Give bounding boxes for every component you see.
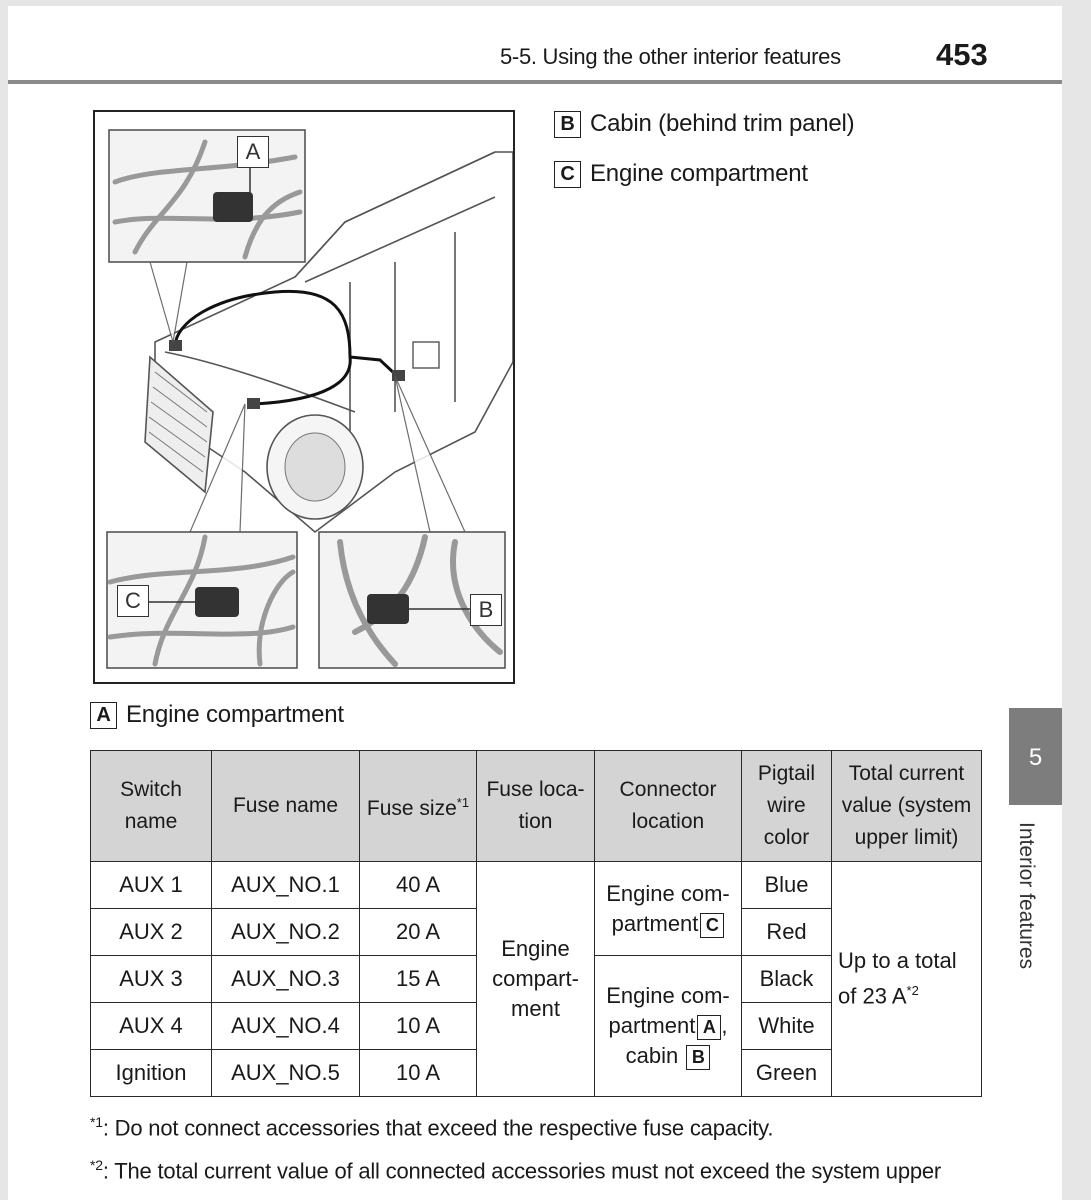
footnote-ref-2: *2	[906, 983, 919, 999]
cell-fuse-size: 10 A	[360, 1050, 477, 1097]
cell-fuse-size: 20 A	[360, 909, 477, 956]
chapter-tab-label: Interior features	[1015, 822, 1038, 970]
cell-fuse-name: AUX_NO.5	[212, 1050, 360, 1097]
connector-b-box: B	[686, 1045, 710, 1070]
footnote-2-mark: *2	[90, 1157, 103, 1173]
cell-switch: Ignition	[91, 1050, 212, 1097]
footnote-2-text: : The total current value of all connected accessories must not exceed the system upper	[102, 1158, 942, 1184]
cell-fuse-name: AUX_NO.1	[212, 862, 360, 909]
cell-fuse-name: AUX_NO.2	[212, 909, 360, 956]
legend-c	[554, 160, 808, 188]
connector-a-box: A	[697, 1015, 721, 1040]
vehicle-illustration	[93, 110, 515, 684]
footnote-1-mark: *1	[90, 1114, 103, 1130]
front-wheel-hub	[285, 433, 345, 501]
legend-b	[554, 110, 854, 138]
header-total-current: Total current value (system upper limit)	[832, 751, 982, 862]
cell-connector-engine-a-cabin-b: Engine com- partment A , cabin B	[595, 956, 742, 1097]
cell-total-current-merged: Up to a total of 23 $A^{*2}$	[832, 862, 982, 1097]
section-title: 5-5. Using the other interior features	[500, 44, 841, 69]
cell-switch: AUX 1	[91, 862, 212, 909]
connector-c-marker	[247, 398, 260, 409]
legend-c-box: C	[554, 161, 581, 188]
chapter-tab[interactable]: 5	[1009, 708, 1062, 805]
cell-wire-color: Red	[742, 909, 832, 956]
footnote-ref-1: *1	[456, 795, 470, 810]
table-header-row	[91, 751, 982, 862]
cell-fuse-size: 40 A	[360, 862, 477, 909]
connector-c-box: C	[700, 913, 724, 938]
cell-wire-color: Blue	[742, 862, 832, 909]
legend-c-text: Engine compartment	[590, 160, 808, 187]
header-pigtail-color: Pigtail wire color	[742, 751, 832, 862]
legend-a-box: A	[90, 702, 117, 729]
cell-fuse-size: 10 A	[360, 1003, 477, 1050]
inset-a	[109, 130, 305, 262]
header-fuse-name: Fuse name	[212, 751, 360, 862]
vehicle-drawing	[95, 112, 513, 682]
header-fuse-location: Fuse loca- tion	[477, 751, 595, 862]
legend-a-text: Engine compartment	[126, 701, 344, 728]
connector-a-marker	[169, 340, 182, 351]
header-connector-location: Connector location	[595, 751, 742, 862]
header-switch-name: Switch name	[91, 751, 212, 862]
page-number: 453	[936, 37, 988, 72]
cell-switch: AUX 2	[91, 909, 212, 956]
footnote-2	[90, 1157, 941, 1184]
footnote-1-text: : Do not connect accessories that exceed the respective fuse capacity.	[102, 1115, 774, 1141]
cell-wire-color: White	[742, 1003, 832, 1050]
cell-fuse-size: 15 A	[360, 956, 477, 1003]
cell-fuse-name: AUX_NO.4	[212, 1003, 360, 1050]
side-mirror	[413, 342, 439, 368]
legend-b-box: B	[554, 111, 581, 138]
legend-b-text: Cabin (behind trim panel)	[590, 110, 855, 137]
cell-connector-engine-c: Engine com- partment C	[595, 862, 742, 956]
manual-page	[8, 6, 1062, 1200]
header-fuse-size: Fuse size$^{*1}$	[360, 751, 477, 862]
cell-fuse-name: AUX_NO.3	[212, 956, 360, 1003]
cell-wire-color: Green	[742, 1050, 832, 1097]
inset-label-b: B	[470, 594, 502, 626]
inset-label-c: C	[117, 585, 149, 617]
aux-fuse-table	[90, 750, 982, 1097]
footnote-1	[90, 1114, 773, 1141]
cell-fuse-location-merged: Engine compart- ment	[477, 862, 595, 1097]
cell-wire-color: Black	[742, 956, 832, 1003]
legend-a	[90, 701, 344, 729]
connector-b-marker	[392, 370, 405, 381]
header-divider	[8, 80, 1062, 84]
cell-switch: AUX 3	[91, 956, 212, 1003]
inset-label-a: A	[237, 136, 269, 168]
cell-switch: AUX 4	[91, 1003, 212, 1050]
table-row	[91, 862, 982, 909]
